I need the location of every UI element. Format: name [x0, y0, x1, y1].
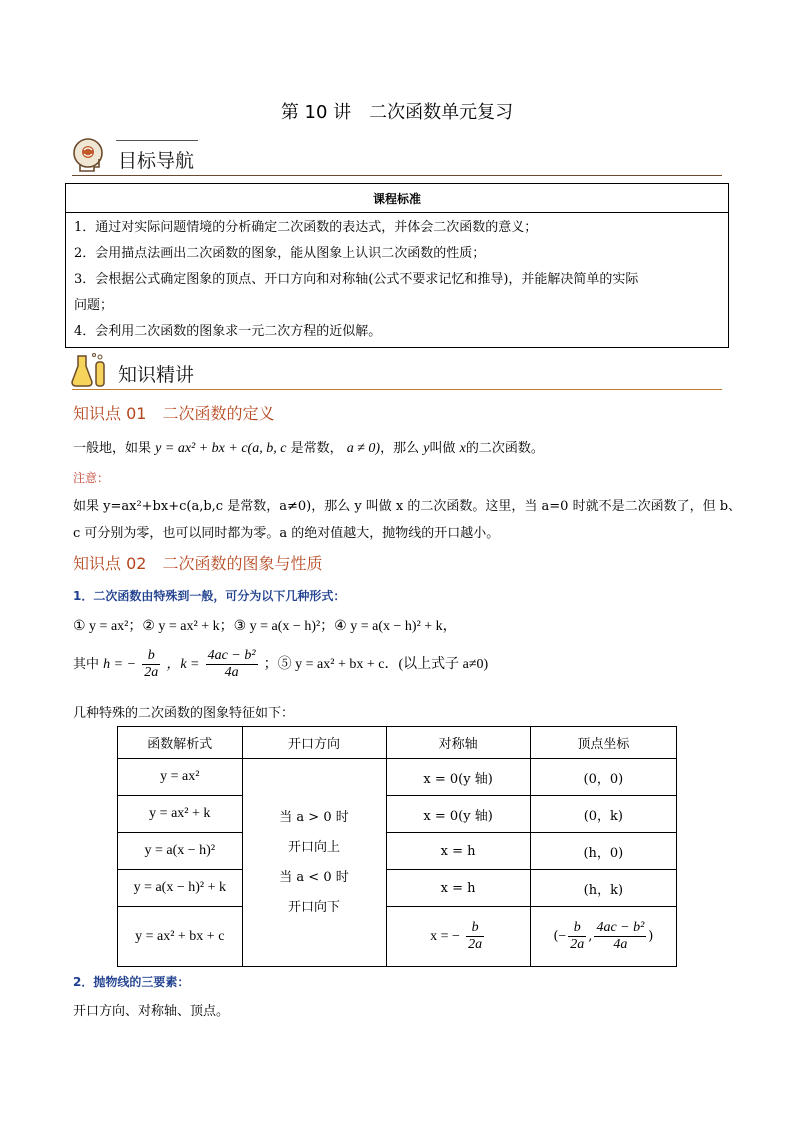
table-cell-formula: y = ax² — [118, 759, 243, 796]
table-cell-vertex: (h，0) — [530, 833, 676, 870]
brain-head-icon — [72, 137, 108, 173]
table-header: 函数解析式 — [118, 727, 243, 759]
h-fraction — [142, 648, 160, 681]
k-fraction — [206, 648, 258, 681]
table-cell-opening — [242, 759, 386, 967]
point2-text: 开口方向、对称轴、顶点。 — [73, 1004, 230, 1019]
table-intro: 几种特殊的二次函数的图象特征如下： — [73, 706, 295, 721]
flask-icon — [70, 352, 110, 388]
opening-line: 开口向下 — [288, 899, 341, 915]
header-accent-line — [116, 140, 198, 141]
table-cell-vertex: (h，k) — [530, 870, 676, 907]
axis-prefix: x = − — [430, 929, 460, 944]
h-denominator: 2a — [144, 665, 159, 680]
section-divider — [72, 389, 722, 390]
def-var-x: x — [459, 441, 466, 456]
standard-item: 1．通过对实际问题情境的分析确定二次函数的表达式，并体会二次函数的意义； — [74, 220, 538, 235]
vertex-fraction-x — [568, 920, 586, 953]
standard-item: 问题； — [74, 298, 114, 313]
point1-heading: 1．二次函数由特殊到一般，可分为以下几种形式： — [73, 589, 346, 603]
standard-item: 4．会利用二次函数的图象求一元二次方程的近似解。 — [74, 324, 382, 339]
def-text: 的二次函数。 — [465, 441, 544, 456]
h-numerator: b — [142, 648, 160, 665]
table-header: 开口方向 — [242, 727, 386, 759]
def-text: 叫做 — [429, 441, 456, 456]
kp2-title: 知识点 02 二次函数的图象与性质 — [73, 554, 323, 573]
def-text: ，那么 — [380, 441, 420, 456]
table-header: 顶点坐标 — [530, 727, 676, 759]
table-cell-axis — [386, 907, 530, 967]
k-formula: ，k = — [166, 657, 200, 672]
hk-text: 其中 — [73, 657, 100, 672]
def-formula: y = ax² + bx + c(a, b, c — [155, 441, 287, 456]
section-title-knowledge: 知识精讲 — [118, 364, 195, 386]
point2-heading: 2．抛物线的三要素： — [73, 975, 190, 989]
opening-line: 开口向上 — [288, 839, 341, 855]
course-standards-table — [65, 183, 729, 348]
vertex-x-numerator: b — [568, 920, 586, 937]
vertex-fraction-y — [594, 920, 646, 953]
standard-item: 3．会根据公式确定图象的顶点、开口方向和对称轴(公式不要求记忆和推导)，并能解决简单的实际 — [74, 272, 639, 287]
opening-line: 当 a > 0 时 — [279, 809, 349, 825]
standard-item: 2．会用描点法画出二次函数的图象，能从图象上认识二次函数的性质； — [74, 246, 486, 261]
table-cell-vertex: (− $\frac{b}{2a}$ , $\frac{\text{4ac − b²}}{4a}$ ) — [530, 907, 676, 967]
table-cell-vertex: (0，0) — [530, 759, 676, 796]
vertex-x-denominator: 2a — [570, 937, 585, 952]
table-cell-formula: y = a(x − h)² + k — [118, 870, 243, 907]
opening-line: 当 a < 0 时 — [279, 869, 349, 885]
table-cell-axis: x = h — [386, 870, 530, 907]
vertex-y-numerator: 4ac − b² — [596, 920, 645, 935]
axis-numerator: b — [466, 920, 484, 937]
def-text: 是常数， — [290, 441, 343, 456]
form5-text: ；⑤ y = ax² + bx + c．(以上式子 a≠0) — [263, 657, 489, 672]
def-var-y: y — [423, 441, 430, 456]
axis-denominator: 2a — [468, 937, 483, 952]
table-cell-axis: x = 0(y 轴) — [386, 796, 530, 833]
section-divider — [72, 175, 722, 176]
k-numerator: 4ac − b² — [207, 648, 256, 663]
features-table — [117, 726, 677, 967]
h-formula: h = − — [103, 657, 137, 672]
axis-fraction — [466, 920, 484, 953]
page-title: 第 10 讲 二次函数单元复习 — [280, 102, 514, 123]
kp1-title: 知识点 01 二次函数的定义 — [73, 404, 275, 423]
vertex-y-denominator: 4a — [613, 937, 628, 952]
forms-line: ① y = ax²；② y = ax² + k；③ y = a(x − h)²；④ y = a(x − h)² + k， — [73, 619, 457, 634]
table-cell-axis: x = 0(y 轴) — [386, 759, 530, 796]
section-title-goals: 目标导航 — [118, 150, 195, 172]
hk-definition — [73, 648, 488, 681]
k-denominator: 4a — [224, 665, 239, 680]
note-line: 如果 y=ax²+bx+c(a,b,c 是常数，a≠0)，那么 y 叫做 x 的二次函数。这里，当 a=0 时就不是二次函数了，但 b、 — [73, 499, 742, 514]
table-cell-formula: y = ax² + bx + c — [118, 907, 243, 967]
table-cell-formula: y = a(x − h)² — [118, 833, 243, 870]
def-text: 一般地，如果 — [73, 441, 152, 456]
def-condition: a ≠ 0) — [346, 441, 381, 456]
table-cell-vertex: (0，k) — [530, 796, 676, 833]
standards-body — [66, 213, 729, 348]
note-line: c 可分别为零，也可以同时都为零。a 的绝对值越大，抛物线的开口越小。 — [73, 526, 500, 541]
kp1-definition — [73, 437, 544, 457]
note-label: 注意： — [73, 471, 110, 485]
standards-header: 课程标准 — [66, 184, 729, 213]
table-cell-formula: y = ax² + k — [118, 796, 243, 833]
table-header: 对称轴 — [386, 727, 530, 759]
table-cell-axis: x = h — [386, 833, 530, 870]
